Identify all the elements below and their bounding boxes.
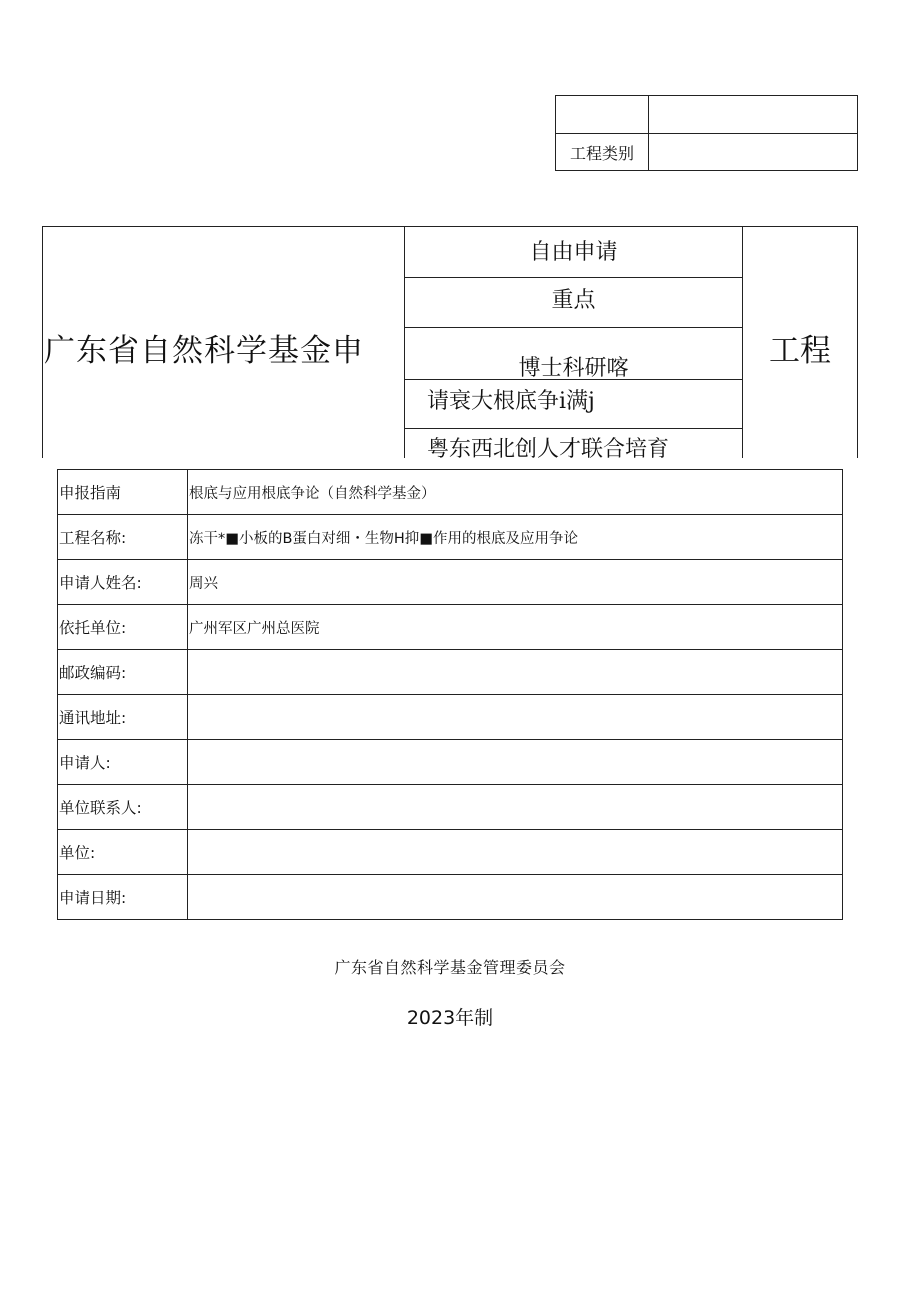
issuing-committee: 广东省自然科学基金管理委员会 [334, 958, 566, 977]
type-divider-4 [404, 428, 742, 429]
title-block-left-border [42, 227, 43, 458]
table-row [58, 785, 843, 830]
unit-contact-label: 单位联系人: [58, 785, 188, 830]
mailing-address-label: 通讯地址: [58, 695, 188, 740]
project-name-value[interactable]: 冻干*■小板的B蛋白对细・生物H抑■作用的根底及应用争论 [188, 515, 843, 560]
guide-value[interactable]: 根底与应用根底争论（自然科学基金） [188, 470, 843, 515]
table-row [58, 515, 843, 560]
type-option-key[interactable]: 重点 [551, 288, 596, 313]
unit-contact-value[interactable] [188, 785, 843, 830]
project-category-box [555, 95, 858, 171]
title-suffix: 工程 [769, 333, 831, 369]
type-option-joint-training[interactable]: 粤东西北创人才联合培育 [427, 437, 670, 462]
application-title: 广东省自然科学基金申 [44, 333, 364, 369]
unit-value[interactable] [188, 830, 843, 875]
type-option-basic-research[interactable]: 请衰大根底争i满j [427, 389, 595, 414]
table-row [58, 740, 843, 785]
table-row [58, 830, 843, 875]
mailing-address-value[interactable] [188, 695, 843, 740]
type-divider-2 [404, 327, 742, 328]
project-name-label: 工程名称: [58, 515, 188, 560]
applicant-value[interactable] [188, 740, 843, 785]
type-divider-1 [404, 277, 742, 278]
applicant-label: 申请人: [58, 740, 188, 785]
table-row [58, 605, 843, 650]
edition-year: 2023年制 [406, 1007, 494, 1029]
table-row [58, 560, 843, 605]
host-unit-value[interactable]: 广州军区广州总医院 [188, 605, 843, 650]
project-category-label: 工程类别 [569, 144, 634, 163]
type-option-free-application[interactable]: 自由申请 [529, 240, 618, 265]
table-row [58, 470, 843, 515]
application-date-value[interactable] [188, 875, 843, 920]
project-category-value[interactable] [649, 134, 857, 171]
host-unit-label: 依托单位: [58, 605, 188, 650]
postal-code-value[interactable] [188, 650, 843, 695]
unit-label: 单位: [58, 830, 188, 875]
applicant-name-value[interactable]: 周兴 [188, 560, 843, 605]
table-row [58, 695, 843, 740]
table-row [58, 875, 843, 920]
table-row [58, 650, 843, 695]
applicant-name-label: 申请人姓名: [58, 560, 188, 605]
application-date-label: 申请日期: [58, 875, 188, 920]
postal-code-label: 邮政编码: [58, 650, 188, 695]
type-option-doctoral[interactable]: 博士科研喀 [518, 356, 629, 381]
guide-label: 申报指南 [58, 470, 188, 515]
application-form-table [57, 469, 843, 920]
title-block [42, 226, 858, 462]
